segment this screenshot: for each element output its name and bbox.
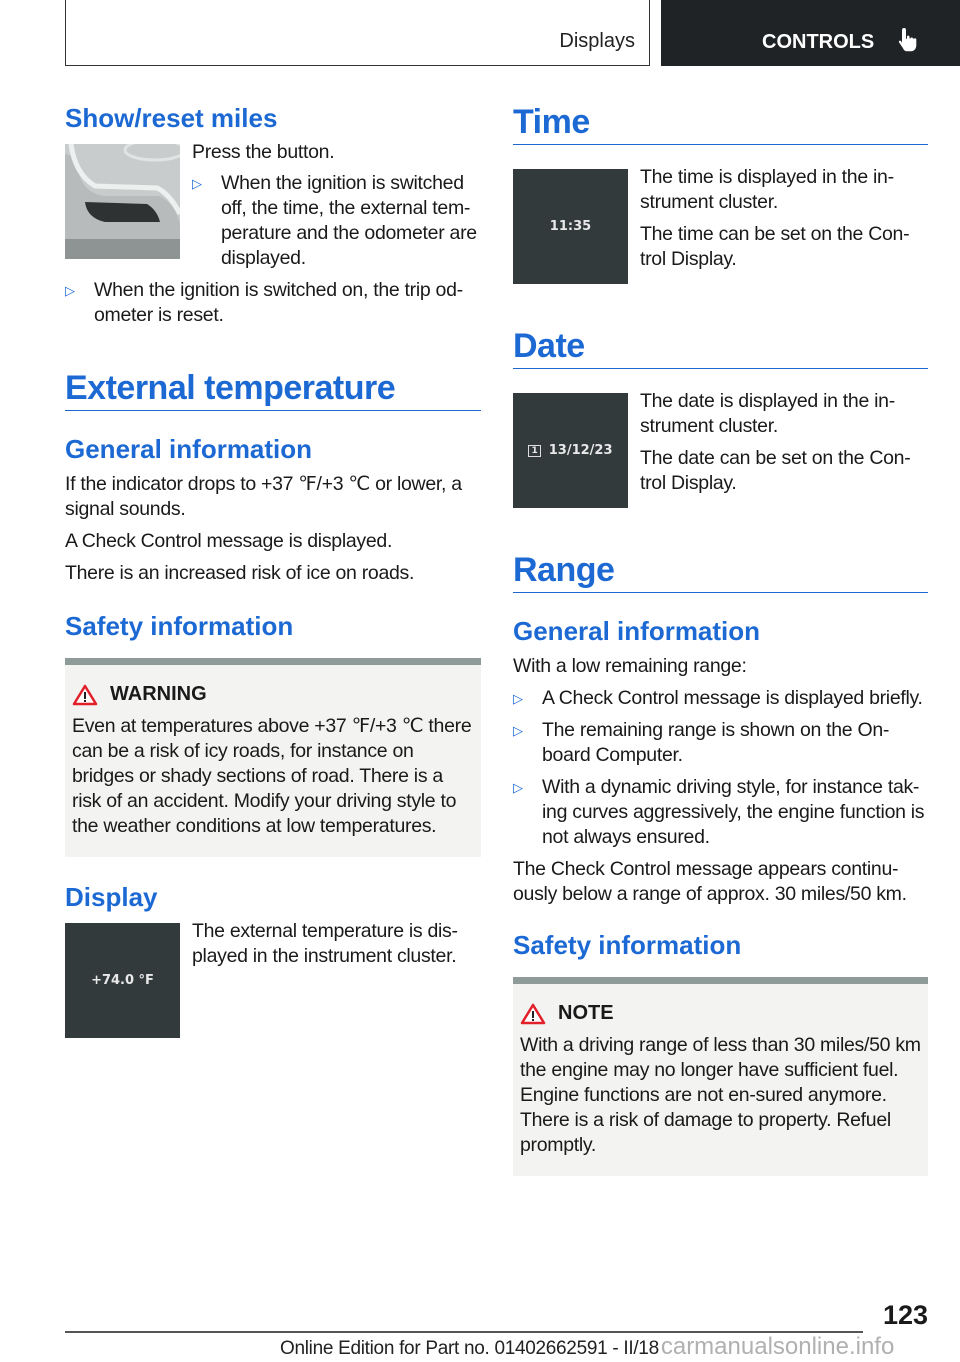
temperature-display-image: +74.0 °F bbox=[65, 923, 180, 1038]
general-info-heading: General information bbox=[65, 434, 313, 464]
range-heading: Range bbox=[513, 550, 928, 593]
list-item: ▷ When the ignition is switched on, the trip od-ometer is reset. bbox=[65, 279, 463, 326]
paragraph: The time is displayed in the in-strument cluster. bbox=[640, 166, 894, 213]
warning-triangle-icon bbox=[520, 1003, 546, 1025]
footer-row bbox=[280, 1333, 894, 1361]
calendar-icon: 1 bbox=[528, 445, 540, 457]
show-reset-heading: Show/reset miles bbox=[65, 103, 278, 133]
paragraph: The date can be set on the Con-trol Display. bbox=[640, 447, 911, 494]
warning-box bbox=[65, 658, 481, 857]
show-reset-intro: Press the button. bbox=[192, 141, 335, 163]
safety-info-heading: Safety information bbox=[65, 611, 294, 641]
warning-triangle-icon bbox=[72, 684, 98, 706]
time-media bbox=[513, 166, 928, 284]
warning-text: Even at temperatures above +37 ℉/+3 ℃ there can be a risk of icy roads, for instance on bridges or shady sections of road. There is a risk of an accident. Modify your driving style to the weather conditions at low temperatures. bbox=[72, 715, 472, 837]
button-image bbox=[65, 144, 180, 259]
date-heading: Date bbox=[513, 326, 928, 369]
watermark: carmanualsonline.info bbox=[660, 1333, 895, 1360]
note-text: With a driving range of less than 30 miles/50 km the engine may no longer have sufficient fuel. Engine functions are not en-sured anymore. There is a risk of damage to property. Refuel promptly. bbox=[520, 1034, 921, 1156]
list-item: ▷ With a dynamic driving style, for instance tak-ing curves aggressively, the engine function is not always ensured. bbox=[513, 776, 925, 848]
time-heading: Time bbox=[513, 102, 928, 145]
paragraph: The date is displayed in the in-strument cluster. bbox=[640, 390, 895, 437]
header-section bbox=[65, 0, 650, 66]
warning-label: WARNING bbox=[110, 683, 207, 705]
note-label: NOTE bbox=[558, 1002, 614, 1024]
hand-pointer-icon bbox=[897, 26, 921, 54]
paragraph: There is an increased risk of ice on roads. bbox=[65, 562, 415, 584]
page-number: 123 bbox=[883, 1300, 929, 1330]
display-media bbox=[65, 920, 481, 1038]
list-item: ▷ The remaining range is shown on the On-board Computer. bbox=[513, 719, 890, 766]
list-item: ▷ A Check Control message is displayed briefly. bbox=[513, 687, 923, 709]
safety-info-heading: Safety information bbox=[513, 930, 742, 960]
paragraph: The time can be set on the Con-trol Display. bbox=[640, 223, 910, 270]
edition-text: Online Edition for Part no. 01402662591 - II/18 bbox=[280, 1338, 659, 1359]
header-chapter bbox=[661, 0, 960, 66]
triangle-bullet-icon: ▷ bbox=[65, 283, 75, 298]
time-display-image: 11:35 bbox=[513, 169, 628, 284]
display-heading: Display bbox=[65, 882, 158, 912]
triangle-bullet-icon: ▷ bbox=[513, 723, 523, 738]
date-media bbox=[513, 390, 928, 508]
note-box bbox=[513, 977, 928, 1176]
general-info-heading: General information bbox=[513, 616, 761, 646]
paragraph: With a low remaining range: bbox=[513, 655, 747, 677]
list-item: ▷ When the ignition is switched off, the time, the external tem-perature and the odometer are displayed. bbox=[192, 172, 477, 269]
right-column bbox=[513, 102, 928, 1176]
triangle-bullet-icon: ▷ bbox=[192, 176, 202, 191]
chapter-title: CONTROLS bbox=[762, 31, 875, 53]
triangle-bullet-icon: ▷ bbox=[513, 780, 523, 795]
triangle-bullet-icon: ▷ bbox=[513, 691, 523, 706]
show-reset-media bbox=[65, 141, 481, 271]
external-temperature-heading: External temperature bbox=[65, 368, 481, 411]
paragraph: The Check Control message appears continu-ously below a range of approx. 30 miles/50 km. bbox=[513, 858, 907, 905]
section-title: Displays bbox=[559, 30, 635, 52]
date-display-image: 1 13/12/23 bbox=[513, 393, 628, 508]
left-column bbox=[65, 102, 481, 1038]
paragraph: A Check Control message is displayed. bbox=[65, 530, 393, 552]
display-text: The external temperature is dis-played in the instrument cluster. bbox=[192, 920, 458, 967]
paragraph: If the indicator drops to +37 ℉/+3 ℃ or lower, a signal sounds. bbox=[65, 473, 462, 520]
